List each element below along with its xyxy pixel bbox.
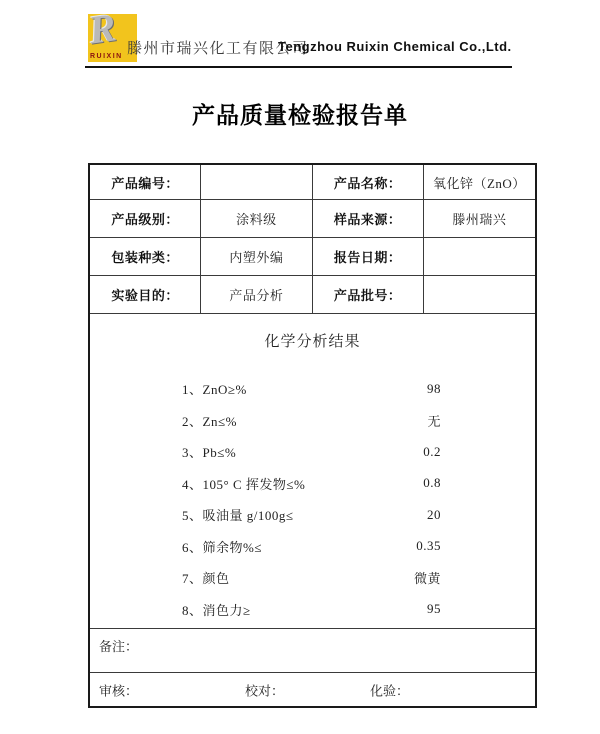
table-row <box>90 276 535 314</box>
analysis-item-label: 7、颜色 <box>182 571 230 587</box>
table-row <box>90 165 535 200</box>
reviewer-label: 审核： <box>99 683 139 698</box>
analysis-item-value: 20 <box>427 506 441 522</box>
analysis-item-value: 0.35 <box>416 538 441 554</box>
analysis-item-label: 5、吸油量 g/100g≤ <box>182 508 294 524</box>
table-row <box>90 238 535 276</box>
assayer-label: 化验： <box>370 683 410 698</box>
logo-brand-text: RUIXIN <box>90 53 123 60</box>
analysis-item <box>90 405 535 437</box>
analysis-item-value: 98 <box>427 380 441 396</box>
proofreader-label: 校对： <box>245 683 285 698</box>
table-row <box>90 200 535 238</box>
analysis-item <box>90 499 535 531</box>
analysis-heading: 化学分析结果 <box>264 334 361 350</box>
analysis-item-value: 0.8 <box>423 475 441 491</box>
analysis-item <box>90 436 535 468</box>
analysis-list <box>90 373 535 625</box>
logo-letter: R <box>85 4 119 53</box>
analysis-item <box>90 594 535 626</box>
field-value-package-type: 内塑外编 <box>201 238 312 275</box>
analysis-item <box>90 531 535 563</box>
field-label-batch-number: 产品批号： <box>313 276 424 313</box>
analysis-item-label: 6、筛余物%≤ <box>182 539 262 555</box>
analysis-item-label: 2、Zn≤% <box>182 413 237 429</box>
field-value-test-purpose: 产品分析 <box>201 276 312 313</box>
report-table <box>88 163 537 708</box>
field-label-sample-source: 样品来源： <box>313 200 424 237</box>
analysis-item <box>90 468 535 500</box>
field-value-product-name: 氧化锌（ZnO） <box>432 175 526 191</box>
field-label-product-name: 产品名称： <box>313 165 424 199</box>
analysis-section <box>90 314 535 629</box>
analysis-item-label: 8、消色力≥ <box>182 602 251 618</box>
company-name-english: Tengzhou Ruixin Chemical Co.,Ltd. <box>278 39 512 54</box>
signatures-row <box>90 673 535 706</box>
field-label-product-number: 产品编号： <box>90 165 201 199</box>
analysis-item-value: 微黄 <box>413 571 441 587</box>
analysis-item-value: 95 <box>427 601 441 617</box>
analysis-item-label: 3、Pb≤% <box>182 445 237 461</box>
analysis-item <box>90 562 535 594</box>
field-label-package-type: 包装种类： <box>90 238 201 275</box>
company-name-chinese: 滕州市瑞兴化工有限公司 <box>127 41 309 57</box>
analysis-item <box>90 373 535 405</box>
field-value-product-grade: 涂料级 <box>201 200 312 237</box>
field-value-batch-number <box>424 276 535 313</box>
page-title: 产品质量检验报告单 <box>192 102 408 128</box>
analysis-item-label: 1、ZnO≥% <box>182 382 247 398</box>
field-value-sample-source: 滕州瑞兴 <box>452 212 507 227</box>
field-label-product-grade: 产品级别： <box>90 200 201 237</box>
analysis-item-value: 无 <box>427 413 441 429</box>
field-value-report-date <box>424 238 535 275</box>
field-value-product-number <box>201 165 312 199</box>
remarks-label: 备注： <box>99 639 139 654</box>
analysis-item-label: 4、105° C 挥发物≤% <box>182 476 306 492</box>
remarks-row <box>90 629 535 673</box>
field-label-report-date: 报告日期： <box>313 238 424 275</box>
header-divider <box>85 66 512 68</box>
field-label-test-purpose: 实验目的： <box>90 276 201 313</box>
analysis-item-value: 0.2 <box>423 443 441 459</box>
